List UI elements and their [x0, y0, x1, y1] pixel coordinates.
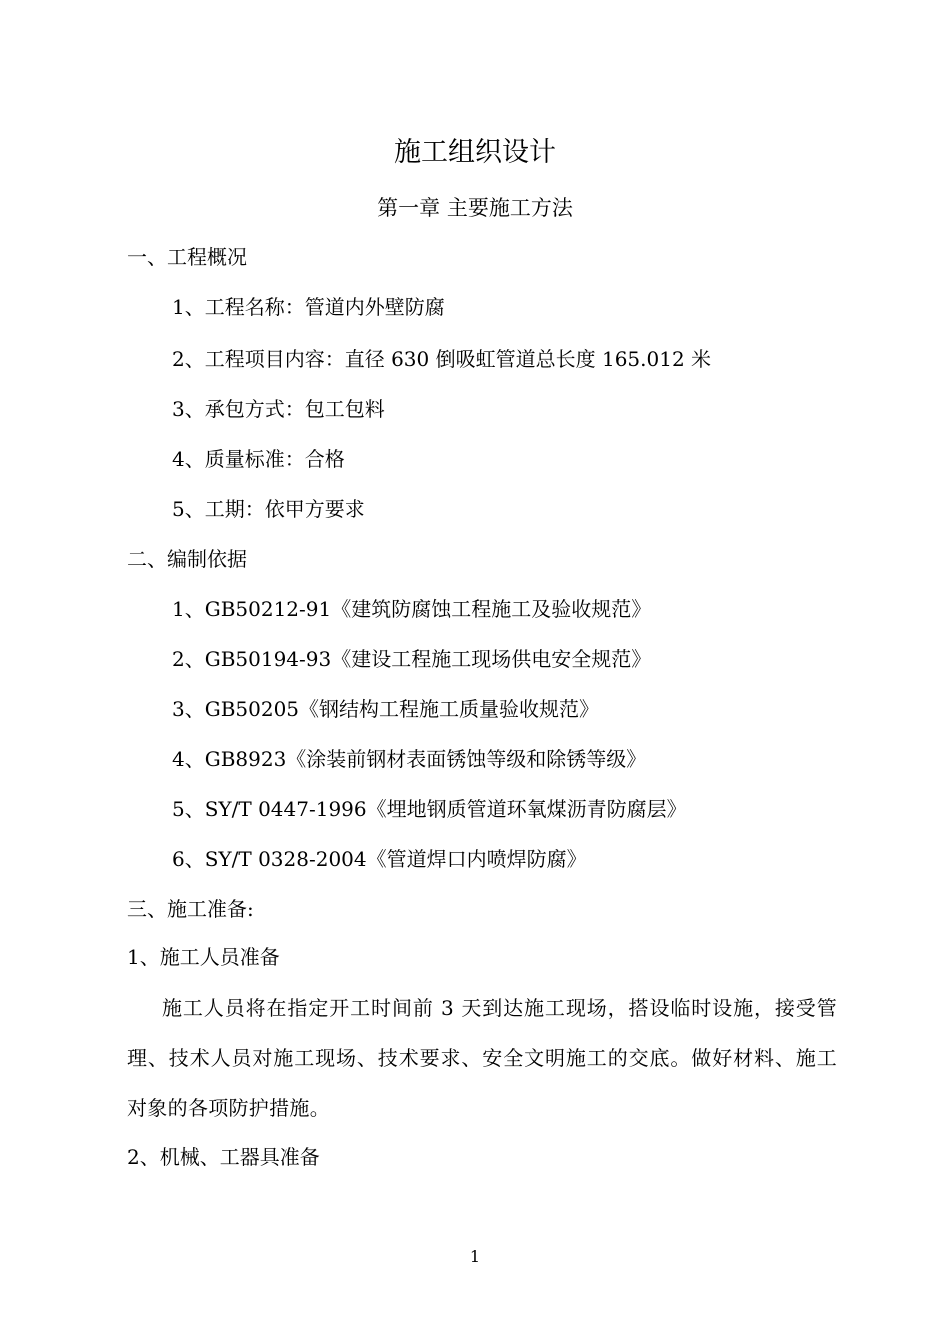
overview-item: 2、工程项目内容：直径 630 倒吸虹管道总长度 165.012 米	[172, 347, 712, 371]
overview-item: 1、工程名称：管道内外壁防腐	[172, 295, 445, 319]
overview-item: 4、质量标准：合格	[172, 447, 345, 471]
basis-item: 2、GB50194-93《建设工程施工现场供电安全规范》	[172, 647, 652, 671]
subsection-heading-equipment: 2、机械、工器具准备	[127, 1145, 320, 1169]
chapter-heading: 第一章 主要施工方法	[377, 196, 573, 220]
document-title: 施工组织设计	[394, 137, 556, 168]
page-number: 1	[469, 1247, 481, 1266]
section-heading-preparation: 三、施工准备:	[127, 897, 254, 921]
basis-item: 5、SY/T 0447-1996《埋地钢质管道环氧煤沥青防腐层》	[172, 797, 687, 821]
subsection-heading-personnel: 1、施工人员准备	[127, 945, 280, 969]
basis-item: 3、GB50205《钢结构工程施工质量验收规范》	[172, 697, 600, 721]
overview-item: 5、工期：依甲方要求	[172, 497, 365, 521]
personnel-paragraph	[127, 983, 837, 1133]
section-heading-overview: 一、工程概况	[127, 245, 247, 269]
basis-item: 6、SY/T 0328-2004《管道焊口内喷焊防腐》	[172, 847, 587, 871]
basis-item: 4、GB8923《涂装前钢材表面锈蚀等级和除锈等级》	[172, 747, 647, 771]
section-heading-basis: 二、编制依据	[127, 547, 247, 571]
personnel-paragraph-text: 施工人员将在指定开工时间前 3 天到达施工现场，搭设临时设施，接受管理、技术人员对施工现场、技术要求、安全文明施工的交底。做好材料、施工对象的各项防护措施。	[127, 996, 837, 1120]
basis-item: 1、GB50212-91《建筑防腐蚀工程施工及验收规范》	[172, 597, 652, 621]
overview-item: 3、承包方式：包工包料	[172, 397, 385, 421]
